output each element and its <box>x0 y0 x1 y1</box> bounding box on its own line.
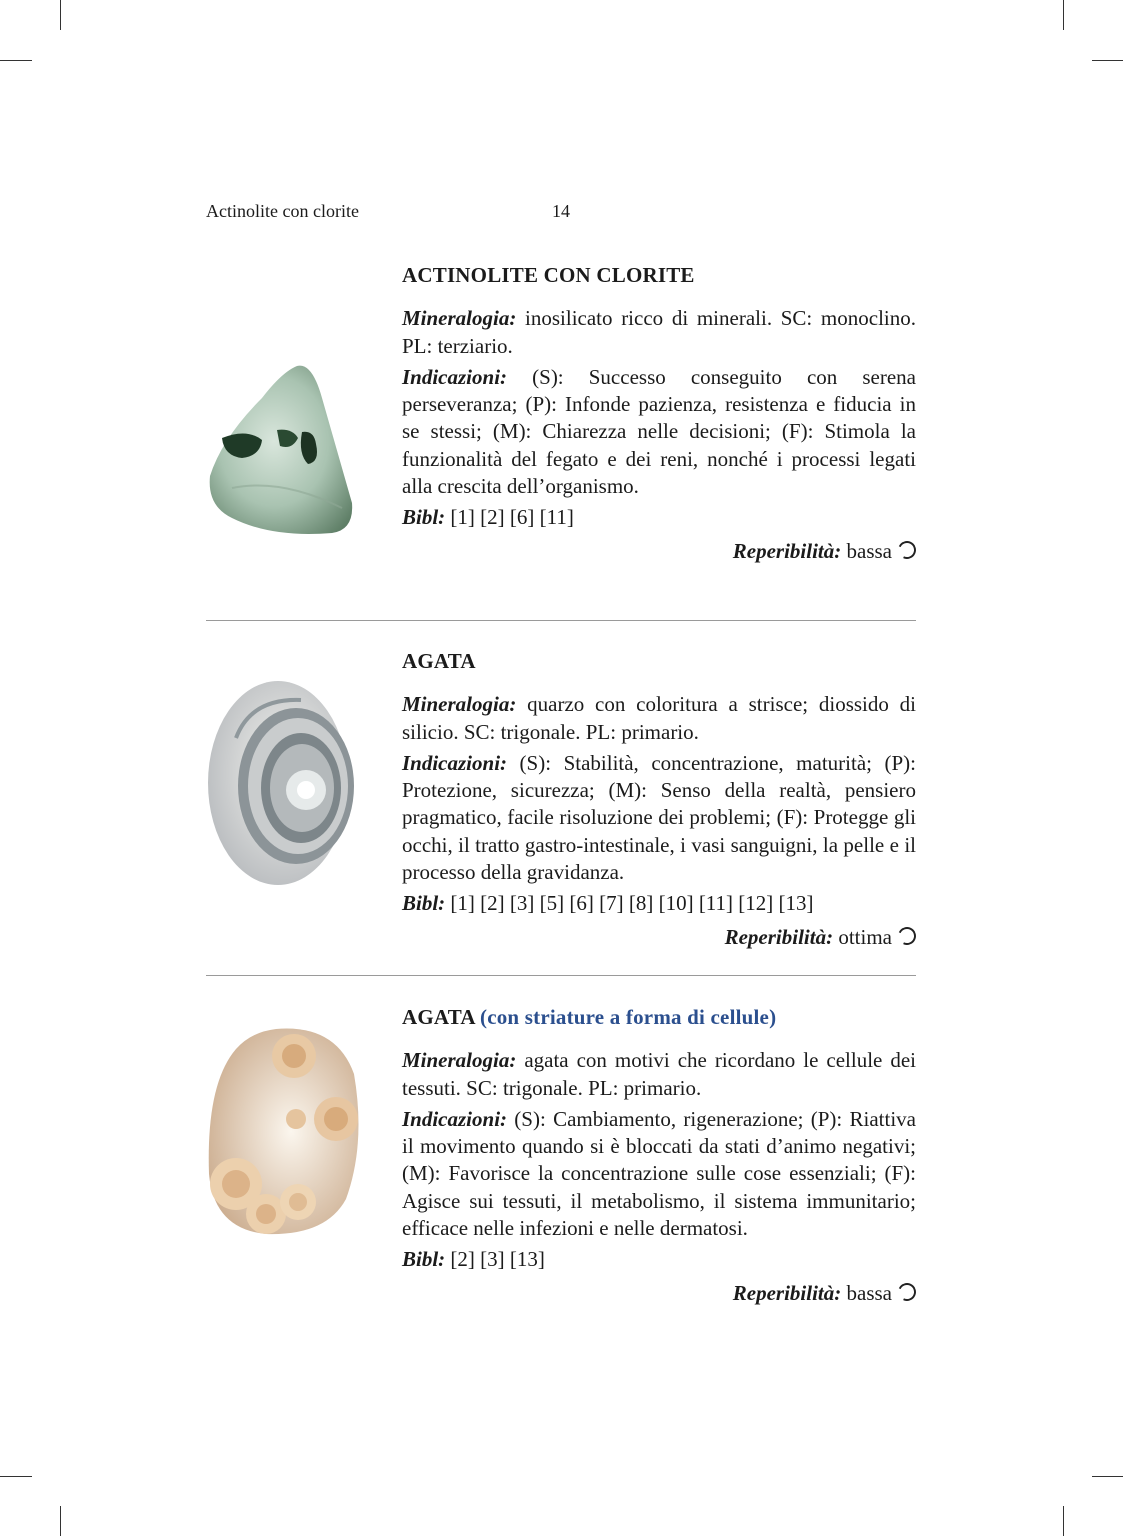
page-number: 14 <box>552 201 570 221</box>
indicazioni-paragraph: Indicazioni: (S): Successo conseguito con serena perseveranza; (P): Infonde pazienza, resistenza e fiducia in se stessi; (M): Chiarezza nelle decisioni; (F): Stimola la funzionalità del fegato e dei reni, nonché i processi legati alla crescita dell’organismo. <box>402 364 916 499</box>
entry-agata <box>206 648 916 948</box>
crop-mark <box>1063 0 1064 30</box>
actinolite-stone-image <box>202 358 362 538</box>
crop-mark <box>1063 1506 1064 1536</box>
running-title: Actinolite con clorite <box>206 201 359 221</box>
entry-subtitle: (con striature a forma di cellule) <box>480 1005 777 1029</box>
bibl-paragraph: Bibl: [1] [2] [3] [5] [6] [7] [8] [10] [11] [12] [13] <box>402 891 814 916</box>
bibl-paragraph: Bibl: [2] [3] [13] <box>402 1247 545 1272</box>
mineralogia-paragraph: Mineralogia: inosilicato ricco di minerali. SC: monoclino. PL: terziario. <box>402 306 917 358</box>
entry-agata-cellule <box>206 1004 916 1344</box>
crop-mark <box>0 1476 32 1477</box>
entry-actinolite <box>206 262 916 582</box>
crop-mark <box>60 0 61 30</box>
section-divider <box>206 975 916 976</box>
mineralogia-paragraph: Mineralogia: quarzo con coloritura a strisce; diossido di silicio. SC: trigonale. PL: primario. <box>402 692 916 744</box>
crop-mark <box>1092 1476 1123 1477</box>
section-divider <box>206 620 916 621</box>
crop-mark <box>1092 60 1123 61</box>
entry-title: AGATA (con striature a forma di cellule) <box>402 1005 777 1029</box>
agata-stone-image <box>206 678 356 888</box>
agata-cellule-stone-image <box>206 1024 366 1239</box>
availability-circle-icon <box>895 538 918 561</box>
indicazioni-paragraph: Indicazioni: (S): Stabilità, concentrazione, maturità; (P): Protezione, sicurezza; (M): Senso della realtà, pensiero pragmatico, facile risoluzione dei problemi; (F): Protegge gli occhi, il tratto gastro-intestinale, i vasi sanguigni, la pelle e il processo della gravidanza. <box>402 750 916 885</box>
availability-circle-icon <box>895 924 918 947</box>
entry-title: ACTINOLITE CON CLORITE <box>402 263 695 287</box>
mineralogia-paragraph: Mineralogia: agata con motivi che ricordano le cellule dei tessuti. SC: trigonale. PL: primario. <box>402 1048 916 1100</box>
crop-mark <box>60 1506 61 1536</box>
indicazioni-paragraph: Indicazioni: (S): Cambiamento, rigenerazione; (P): Riattiva il movimento quando si è bloccati da stati d’animo negativi; (M): Favorisce la concentrazione sulle cose essenziali; (F): Agisce sui tessuti, il metabolismo, il sistema immunitario; efficace nelle infezioni e nelle dermatosi. <box>402 1106 916 1241</box>
bibl-paragraph: Bibl: [1] [2] [6] [11] <box>402 505 574 530</box>
reperibilita: Reperibilità: ottima <box>402 924 916 951</box>
reperibilita: Reperibilità: bassa <box>402 538 916 565</box>
crop-mark <box>0 60 32 61</box>
entry-title: AGATA <box>402 649 476 673</box>
reperibilita: Reperibilità: bassa <box>402 1280 916 1307</box>
availability-circle-icon <box>895 1280 918 1303</box>
